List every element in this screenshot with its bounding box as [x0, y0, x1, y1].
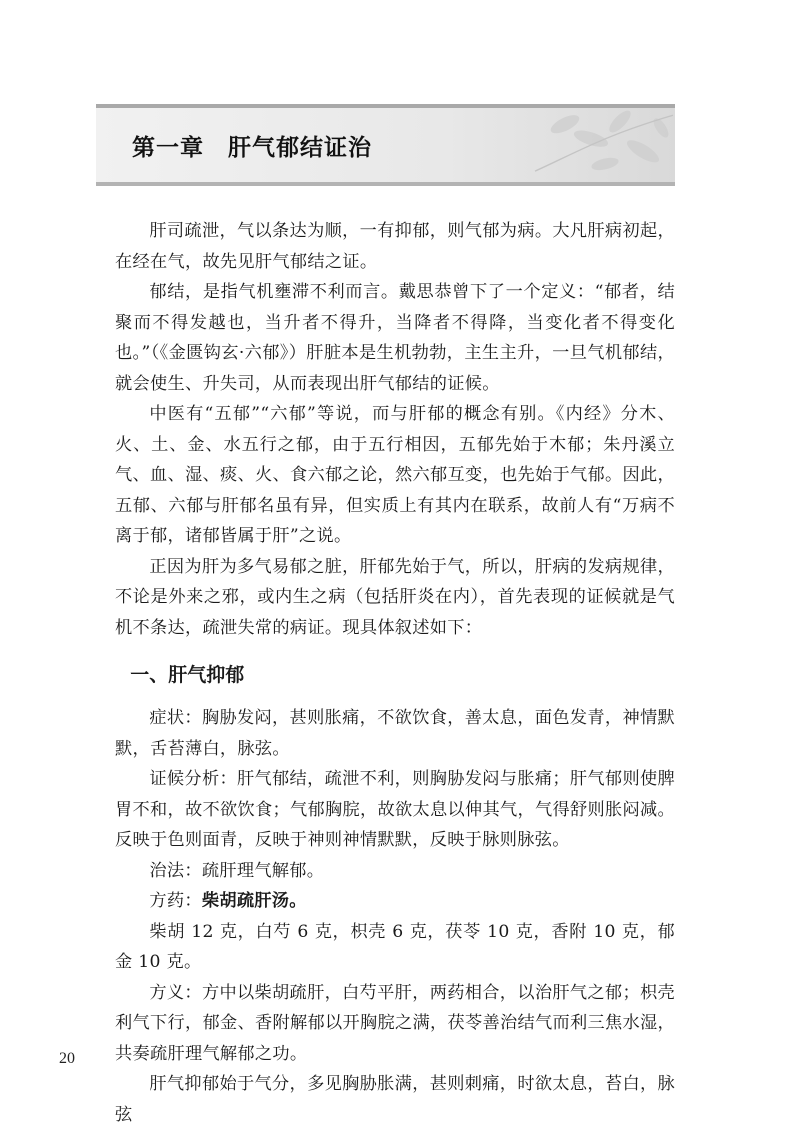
explanation-paragraph: 方义：方中以柴胡疏肝，白芍平肝，两药相合，以治肝气之郁；枳壳利气下行，郁金、香附解郁以开胸脘之满，茯苓善治结气而利三焦水湿，共奏疏肝理气解郁之功。: [115, 982, 675, 1064]
formula-name: 柴胡疏肝汤。: [201, 891, 307, 911]
paragraph: 中医有“五郁”“六郁”等说，而与肝郁的概念有别。《内经》分木、火、土、金、水五行之郁，由于五行相因，五郁先始于木郁；朱丹溪立气、血、湿、痰、火、食六郁之论，然六郁互变，也先始于气郁。因此，五郁、六郁与肝郁名虽有异，但实质上有其内在联系，故前人有“万病不离于郁，诸郁皆属于肝”之说。: [115, 404, 675, 546]
analysis-paragraph: 证候分析：肝气郁结，疏泄不利，则胸胁发闷与胀痛；肝气郁则使脾胃不和，故不欲饮食；气郁胸脘，故欲太息以伸其气，气得舒则胀闷减。反映于色则面青，反映于神则神情默默，反映于脉则脉弦。: [115, 769, 675, 850]
formula-label: 方药：: [149, 891, 202, 911]
ingredients-paragraph: 柴胡 12 克，白芍 6 克，枳壳 6 克，茯苓 10 克，香附 10 克，郁金 10 克。: [115, 921, 675, 972]
paragraph: 郁结，是指气机壅滞不利而言。戴思恭曾下了一个定义：“郁者，结聚而不得发越也，当升者不得升，当降者不得降，当变化者不得变化也。”（《金匮钩玄·六郁》）肝脏本是生机勃勃，主生主升，一旦气机郁结，就会使生、升失司，从而表现出肝气郁结的证候。: [115, 282, 675, 394]
formula-paragraph: [115, 886, 675, 917]
paragraph: 正因为肝为多气易郁之脏，肝郁先始于气，所以，肝病的发病规律，不论是外来之邪，或内生之病（包括肝炎在内），首先表现的证候就是气机不条达，疏泄失常的病证。现具体叙述如下：: [115, 556, 675, 638]
page-number: 20: [59, 1050, 75, 1067]
chapter-banner: [96, 104, 675, 186]
paragraph: 肝司疏泄，气以条达为顺，一有抑郁，则气郁为病。大凡肝病初起，在经在气，故先见肝气郁结之证。: [115, 221, 675, 272]
section-heading: 一、肝气抑郁: [130, 664, 245, 686]
body-text: [115, 216, 675, 1130]
treatment-paragraph: 治法：疏肝理气解郁。: [149, 860, 325, 881]
symptoms-paragraph: 症状：胸胁发闷，甚则胀痛，不欲饮食，善太息，面色发青，神情默默，舌苔薄白，脉弦。: [115, 708, 675, 759]
chapter-title: 第一章 肝气郁结证治: [132, 135, 372, 161]
leaf-decoration-icon: [415, 108, 675, 182]
continuation-paragraph: 肝气抑郁始于气分，多见胸胁胀满，甚则刺痛，时欲太息，苔白，脉弦: [115, 1074, 675, 1125]
